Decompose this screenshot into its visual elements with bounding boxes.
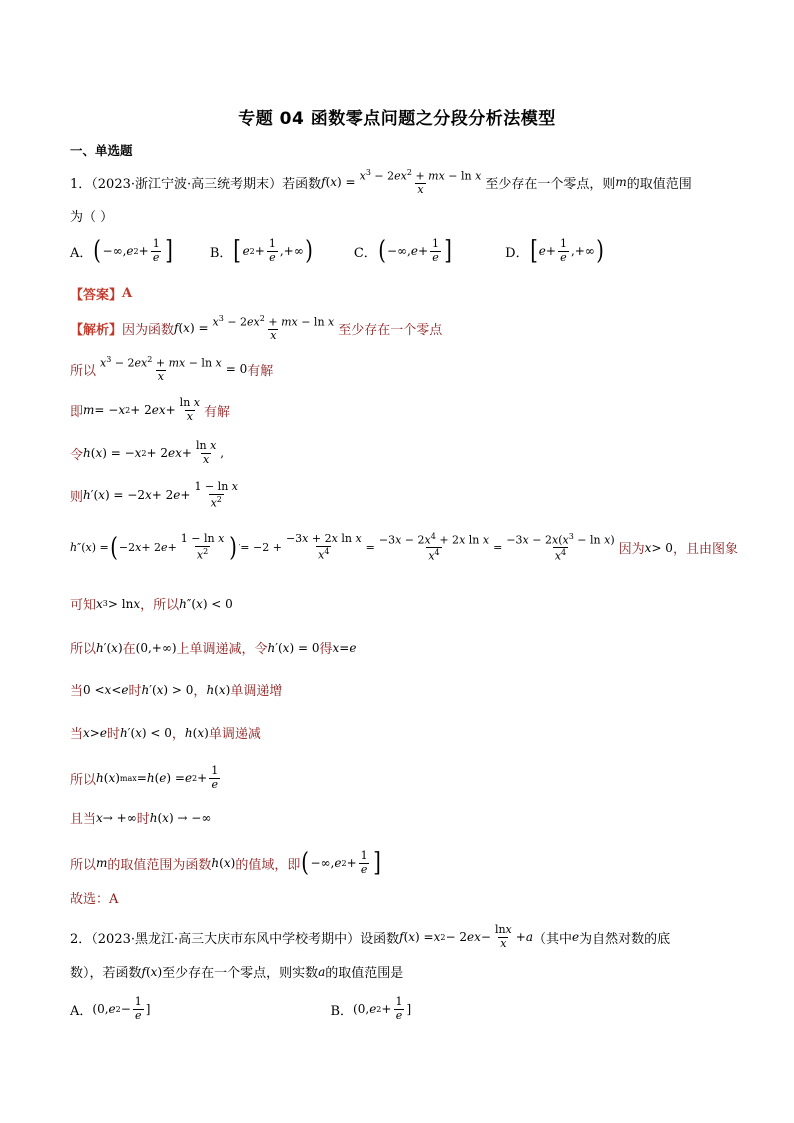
analysis-l7-math2: h ″( x ) < 0 (179, 596, 233, 611)
question-2-stem-cont (70, 962, 403, 981)
analysis-l5-a: 则 (70, 489, 84, 505)
q1-stem-b: 至少存在一个零点，则 (485, 176, 616, 192)
analysis-l7-b: ，所以 (140, 598, 180, 613)
analysis-l9-math3: h ( x ) (206, 682, 231, 697)
q1-stem-a: 1．（2023·浙江宁波·高三统考期末）若函数 (70, 176, 322, 192)
analysis-l10-math3: h ( x ) (184, 725, 209, 740)
analysis-l2-b: 有解 (247, 363, 274, 379)
analysis-line-6 (70, 532, 738, 564)
q1-choice-c-math: ( −∞, e + $\frac{1}{e}$ ] (378, 236, 452, 267)
q2-fx: f ( x ) (141, 964, 163, 979)
analysis-line-5 (70, 481, 242, 510)
analysis-l10-a: 当 (70, 727, 84, 742)
question-1-stem (70, 168, 692, 197)
analysis-line-11 (70, 765, 222, 791)
analysis-line-13 (70, 848, 382, 879)
answer-tag: 【答案】 (70, 288, 123, 303)
analysis-l12-math2: h ( x ) → −∞ (149, 810, 212, 825)
q2-choice-b[interactable] (330, 996, 411, 1022)
q2-choice-a-label: A． (70, 1003, 93, 1019)
analysis-l10-d: 单调递减 (208, 727, 261, 742)
analysis-l3-b: 有解 (204, 404, 231, 420)
analysis-l12-a: 且当 (70, 812, 97, 827)
analysis-l13-var: m (96, 856, 108, 871)
analysis-l13-a: 所以 (70, 857, 97, 873)
analysis-l12-b: 时 (136, 812, 150, 827)
analysis-l6-b: 因为 (618, 542, 645, 558)
analysis-line-8 (70, 638, 356, 657)
q2-stem-c: 为自然对数的底 (579, 931, 671, 947)
analysis-line-4 (70, 440, 224, 466)
analysis-l3-a: 即 (70, 404, 84, 420)
q2-var-a: a (318, 964, 326, 979)
answer-value: A (122, 286, 133, 301)
q1-choice-d[interactable] (505, 236, 605, 267)
analysis-l9-math2: h ′( x ) > 0 (141, 682, 194, 697)
q1-choice-a-math: ( −∞, e 2 + $\frac{1}{e}$ ] (93, 236, 173, 267)
analysis-l7-a: 可知 (70, 598, 97, 613)
analysis-tag: 【解析】 (70, 322, 123, 338)
page-title: 专题 04 函数零点问题之分段分析法模型 (238, 109, 556, 129)
answer-line (70, 284, 132, 303)
analysis-l10-b: 时 (106, 727, 120, 742)
q1-function-def: f ( x ) = $\frac{x^3 - 2ex^2 + mx - \ln x}{x}$ (321, 168, 482, 197)
analysis-l13-math2: ( −∞, e 2 + $\frac{1}{e}$ ] (301, 848, 381, 879)
analysis-l6-cond: x > 0 (644, 540, 673, 555)
analysis-line-9 (70, 680, 282, 699)
analysis-l10-c: ， (171, 727, 185, 742)
q2-stem-e: 至少存在一个零点，则实数 (162, 966, 319, 981)
analysis-l8-math1: h ′( x ) (96, 640, 123, 655)
analysis-l8-math4: x = e (332, 640, 357, 655)
analysis-l13-math1: h ( x ) (211, 856, 236, 871)
q1-choice-a-label: A． (70, 245, 93, 261)
analysis-l1-math: f ( x ) = $\frac{x^3 - 2ex^2 + mx - \ln x}{x}$ (174, 314, 335, 343)
analysis-l2-a: 所以 (70, 363, 97, 379)
analysis-l4-a: 令 (70, 447, 84, 463)
q1-choice-c[interactable] (353, 236, 453, 267)
analysis-l9-b: 时 (128, 684, 142, 699)
q2-function-def: f ( x ) = x 2 − 2 ex − $\frac{\ln x}{x}$ + a (399, 923, 533, 950)
q1-var-m: m (615, 175, 627, 190)
q2-choice-b-label: B． (330, 1003, 354, 1019)
q2-choice-b-math: (0, e 2 + $\frac{1}{e}$ ] (353, 995, 412, 1022)
analysis-line-2 (70, 355, 273, 384)
analysis-line-10 (70, 723, 261, 742)
question-2-stem (70, 924, 670, 950)
analysis-l11-a: 所以 (70, 772, 97, 788)
analysis-l11-math: h ( x ) max = h ( e ) = e 2 + $\frac{1}{e}$ (96, 764, 219, 791)
analysis-l12-math1: x → +∞ (96, 810, 137, 825)
section-heading: 一、单选题 (70, 143, 133, 158)
q2-choice-a[interactable] (70, 996, 150, 1022)
analysis-l13-b: 的取值范围为函数 (107, 857, 212, 873)
analysis-l6-c: ，且由图象 (672, 542, 738, 558)
q1-choice-c-label: C． (353, 245, 377, 261)
analysis-l3-math: m = − x 2 + 2 ex + $\frac{\text{ln x}}{x}$ (83, 396, 200, 423)
analysis-l1-a: 因为函数 (122, 322, 175, 338)
analysis-l9-d: 单调递增 (230, 684, 283, 699)
q2-choice-a-math: (0, e 2 − $\frac{1}{e}$ ] (92, 995, 151, 1022)
analysis-l9-c: ， (193, 684, 207, 699)
analysis-l8-c: 上单调递减，令 (176, 642, 268, 657)
analysis-l8-math3: h ′( x ) = 0 (267, 640, 320, 655)
analysis-line-14: 故选：A (70, 892, 119, 907)
analysis-l8-math2: (0,+∞) (135, 640, 177, 655)
analysis-l4-math: h ( x ) = − x 2 + 2 ex + $\frac{\text{ln x}}{x}$ , (83, 439, 225, 466)
q2-stem-a: 2．（2023·黑龙江·高三大庆市东风中学校考期中）设函数 (70, 931, 400, 947)
analysis-l8-d: 得 (319, 642, 333, 657)
q1-stem-d: 为（ ） (70, 210, 114, 225)
q2-stem-d: 数），若函数 (70, 966, 142, 981)
analysis-l9-math1: 0 < x < e (83, 682, 129, 697)
analysis-l1-b: 至少存在一个零点 (338, 322, 443, 338)
q2-stem-f: 的取值范围是 (325, 966, 404, 981)
analysis-l8-b: 在 (122, 642, 136, 657)
analysis-l6-math: h ″( x ) = ( −2 x + 2 e + $\frac{\text{1 − ln x}}{x^2}$ ) ′ = −2 + $\frac{\text{−3x + 2x ln x}}{x^4}$ = $\frac{-3x - 2x^4 + 2x \ln x}{x^4}$ = $\frac{-3x - 2x(x^3 - \ln x)}{x^4}$ (70, 532, 615, 563)
q2-choices (70, 996, 411, 1022)
q1-choice-a[interactable] (70, 236, 174, 267)
analysis-l13-c: 的值域，即 (235, 857, 301, 873)
analysis-l10-math2: h ′( x ) < 0 (119, 725, 172, 740)
q1-choice-b-label: B． (209, 245, 233, 261)
analysis-l10-math1: x > e (83, 725, 107, 740)
q2-stem-b: （其中 (532, 931, 572, 947)
q2-var-e: e (572, 930, 580, 945)
q1-choice-d-math: [ e + $\frac{1}{e}$ ,+∞ ) (529, 236, 604, 267)
analysis-l8-a: 所以 (70, 642, 97, 657)
analysis-l2-math: $\frac{x^3 - 2ex^2 + mx - \ln x}{x}$ = 0 (100, 355, 248, 384)
q1-choice-d-label: D． (505, 245, 529, 261)
q1-choices (70, 236, 605, 267)
analysis-line-12 (70, 808, 211, 827)
analysis-l5-math: h ′( x ) = −2 x + 2 e + $\frac{\text{1 − ln x}}{x^2}$ (83, 480, 238, 510)
analysis-line-1 (70, 314, 442, 343)
q1-choice-b[interactable] (209, 236, 314, 267)
analysis-l7-math1: x 3 > ln x (96, 596, 141, 611)
q1-stem-c: 的取值范围 (626, 176, 692, 192)
analysis-line-7 (70, 594, 233, 613)
analysis-line-3 (70, 397, 230, 423)
q1-choice-b-math: [ e 2 + $\frac{1}{e}$ ,+∞ ) (233, 236, 313, 267)
analysis-l9-a: 当 (70, 684, 84, 699)
